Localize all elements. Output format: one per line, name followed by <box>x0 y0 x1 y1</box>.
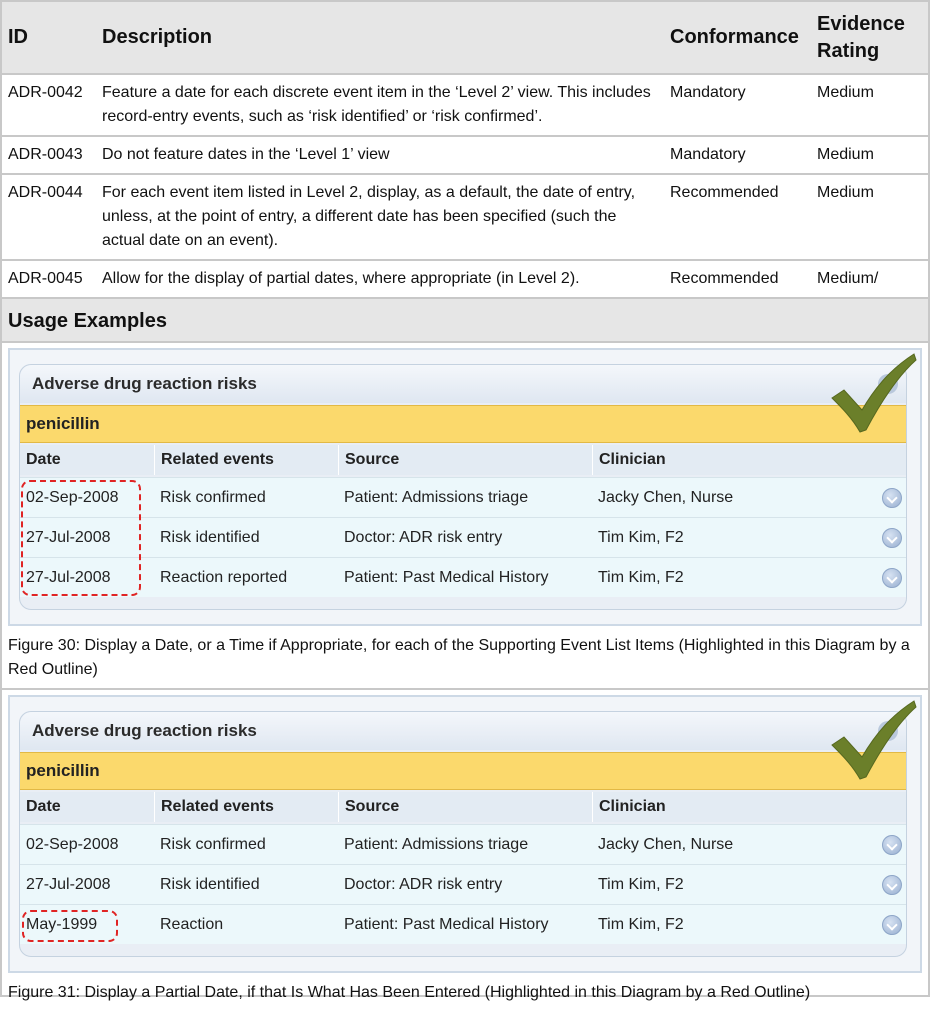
panel-title <box>20 712 906 750</box>
usage-examples-heading: Usage Examples <box>2 299 928 343</box>
drug-name: penicillin <box>20 405 906 443</box>
column-date: Date <box>26 451 61 468</box>
table-row <box>2 174 928 260</box>
event-date: 27-Jul-2008 <box>26 569 111 586</box>
header-conformance: Conformance <box>664 2 811 74</box>
event-related: Reaction reported <box>160 569 288 586</box>
row-id: ADR-0042 <box>2 74 96 136</box>
adr-risks-panel <box>19 364 907 610</box>
event-date: May-1999 <box>26 916 98 933</box>
red-outline-highlight <box>21 480 141 596</box>
event-related: Risk identified <box>160 529 260 546</box>
event-related: Risk identified <box>160 876 260 893</box>
usage-example-2 <box>2 695 928 1011</box>
event-source: Patient: Past Medical History <box>344 569 549 586</box>
row-evidence: Medium <box>811 74 928 136</box>
event-date: 27-Jul-2008 <box>26 529 111 546</box>
event-clinician: Tim Kim, F2 <box>598 569 684 586</box>
event-related: Risk confirmed <box>160 489 266 506</box>
row-description: Allow for the display of partial dates, where appropriate (in Level 2). <box>96 260 664 298</box>
requirements-table <box>2 2 928 299</box>
column-related-events: Related events <box>154 792 338 822</box>
event-clinician: Jacky Chen, Nurse <box>598 836 734 853</box>
table-row <box>2 260 928 298</box>
row-conformance: Mandatory <box>664 74 811 136</box>
column-related-events: Related events <box>154 445 338 475</box>
expand-chevron-icon[interactable] <box>882 568 902 588</box>
event-date: 02-Sep-2008 <box>26 836 119 853</box>
event-clinician: Tim Kim, F2 <box>598 529 684 546</box>
event-source: Patient: Admissions triage <box>344 836 529 853</box>
event-source: Patient: Past Medical History <box>344 916 549 933</box>
table-row <box>2 136 928 174</box>
event-row[interactable] <box>20 557 906 597</box>
event-row[interactable] <box>20 824 906 864</box>
drug-name: penicillin <box>20 752 906 790</box>
row-description: Do not feature dates in the ‘Level 1’ view <box>96 136 664 174</box>
expand-chevron-icon[interactable] <box>882 835 902 855</box>
row-id: ADR-0045 <box>2 260 96 298</box>
row-evidence: Medium <box>811 136 928 174</box>
panel-title-text: Adverse drug reaction risks <box>32 721 257 740</box>
column-date: Date <box>26 798 61 815</box>
event-row[interactable] <box>20 904 906 944</box>
example-screenshot <box>8 695 922 973</box>
event-date: 27-Jul-2008 <box>26 876 111 893</box>
event-date: 02-Sep-2008 <box>26 489 119 506</box>
row-description: Feature a date for each discrete event item in the ‘Level 2’ view. This includes record-entry events, such as ‘risk identified’ or ‘risk confirmed’. <box>96 74 664 136</box>
event-clinician: Jacky Chen, Nurse <box>598 489 734 506</box>
event-clinician: Tim Kim, F2 <box>598 916 684 933</box>
panel-title <box>20 365 906 403</box>
checkmark-icon <box>828 699 918 781</box>
row-conformance: Recommended <box>664 260 811 298</box>
event-row[interactable] <box>20 864 906 904</box>
column-headers <box>20 445 906 475</box>
column-source: Source <box>338 445 592 475</box>
expand-chevron-icon[interactable] <box>882 528 902 548</box>
row-description: For each event item listed in Level 2, display, as a default, the date of entry, unless, at the point of entry, a different date has been specified (such the actual date on an event). <box>96 174 664 260</box>
red-outline-highlight <box>22 910 118 942</box>
adr-risks-panel <box>19 711 907 957</box>
header-id: ID <box>2 2 96 74</box>
column-clinician: Clinician <box>592 445 906 475</box>
header-description: Description <box>96 2 664 74</box>
event-source: Doctor: ADR risk entry <box>344 876 503 893</box>
row-id: ADR-0043 <box>2 136 96 174</box>
column-source: Source <box>338 792 592 822</box>
figure-caption: Figure 30: Display a Date, or a Time if Appropriate, for each of the Supporting Event List Items (Highlighted in this Diagram by a Red Outline) <box>8 637 910 678</box>
row-conformance: Recommended <box>664 174 811 260</box>
column-headers <box>20 792 906 822</box>
event-clinician: Tim Kim, F2 <box>598 876 684 893</box>
example-screenshot <box>8 348 922 626</box>
event-row[interactable] <box>20 477 906 517</box>
event-related: Reaction <box>160 916 224 933</box>
checkmark-icon <box>828 352 918 434</box>
expand-chevron-icon[interactable] <box>882 875 902 895</box>
table-header-row <box>2 2 928 74</box>
expand-chevron-icon[interactable] <box>882 488 902 508</box>
panel-title-text: Adverse drug reaction risks <box>32 374 257 393</box>
expand-chevron-icon[interactable] <box>882 915 902 935</box>
header-evidence-rating: Evidence Rating <box>811 2 928 74</box>
row-evidence: Medium <box>811 174 928 260</box>
column-clinician: Clinician <box>592 792 906 822</box>
row-conformance: Mandatory <box>664 136 811 174</box>
row-id: ADR-0044 <box>2 174 96 260</box>
usage-example-1 <box>2 348 928 690</box>
event-row[interactable] <box>20 517 906 557</box>
event-source: Doctor: ADR risk entry <box>344 529 503 546</box>
event-source: Patient: Admissions triage <box>344 489 529 506</box>
row-evidence: Medium/ <box>811 260 928 298</box>
figure-caption: Figure 31: Display a Partial Date, if that Is What Has Been Entered (Highlighted in this Diagram by a Red Outline) <box>8 984 811 1001</box>
table-row <box>2 74 928 136</box>
event-related: Risk confirmed <box>160 836 266 853</box>
